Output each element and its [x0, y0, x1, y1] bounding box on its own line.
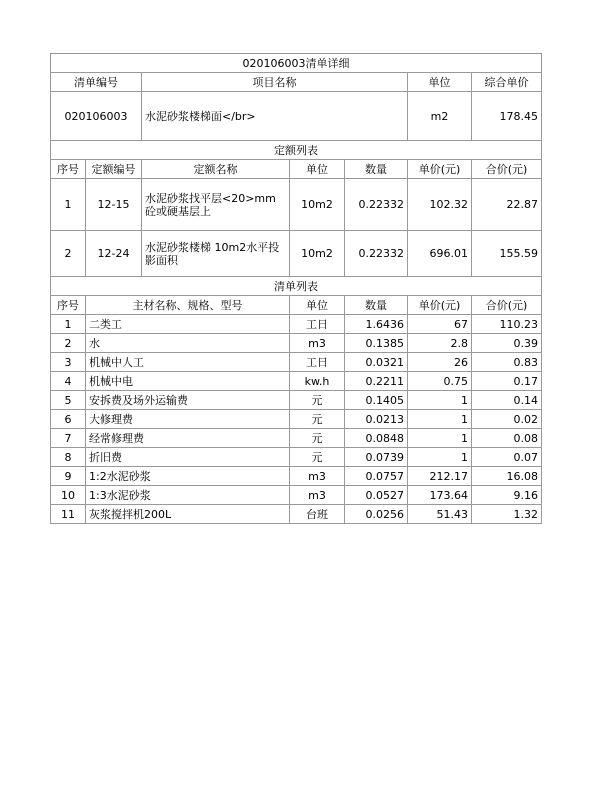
quota-qty: 0.22332 — [345, 231, 408, 277]
list-item-unit: m2 — [408, 92, 472, 141]
material-unit: 元 — [290, 410, 345, 429]
material-name: 机械中电 — [86, 372, 290, 391]
quota-seq: 1 — [51, 179, 86, 231]
quota-unit-price-header: 单价(元) — [408, 160, 472, 179]
page-title: 020106003清单详细 — [51, 54, 542, 73]
material-total: 0.14 — [472, 391, 542, 410]
material-row — [51, 429, 542, 448]
material-qty: 0.0213 — [345, 410, 408, 429]
material-qty: 0.0256 — [345, 505, 408, 524]
material-seq: 8 — [51, 448, 86, 467]
material-seq: 2 — [51, 334, 86, 353]
quota-code: 12-15 — [86, 179, 142, 231]
material-name: 水 — [86, 334, 290, 353]
material-unit: 工日 — [290, 315, 345, 334]
quota-unit-price: 696.01 — [408, 231, 472, 277]
quota-code: 12-24 — [86, 231, 142, 277]
material-row — [51, 315, 542, 334]
material-seq-header: 序号 — [51, 296, 86, 315]
material-total: 0.08 — [472, 429, 542, 448]
list-name-header: 项目名称 — [142, 73, 408, 92]
quota-total-header: 合价(元) — [472, 160, 542, 179]
quota-name: 水泥砂浆找平层<20>mm 砼或硬基层上 — [142, 179, 290, 231]
material-seq: 10 — [51, 486, 86, 505]
title-row — [51, 54, 542, 73]
material-seq: 6 — [51, 410, 86, 429]
list-item-row — [51, 92, 542, 141]
material-row — [51, 372, 542, 391]
material-unit-price: 0.75 — [408, 372, 472, 391]
material-section-title: 清单列表 — [51, 277, 542, 296]
material-row — [51, 410, 542, 429]
material-unit: 元 — [290, 429, 345, 448]
list-code-header: 清单编号 — [51, 73, 142, 92]
quota-qty-header: 数量 — [345, 160, 408, 179]
material-total: 0.83 — [472, 353, 542, 372]
quota-section-row — [51, 141, 542, 160]
material-seq: 5 — [51, 391, 86, 410]
list-unit-header: 单位 — [408, 73, 472, 92]
quota-total: 22.87 — [472, 179, 542, 231]
material-name: 1:3水泥砂浆 — [86, 486, 290, 505]
material-row — [51, 353, 542, 372]
material-name: 二类工 — [86, 315, 290, 334]
quota-unit: 10m2 — [290, 179, 345, 231]
material-seq: 9 — [51, 467, 86, 486]
material-row — [51, 467, 542, 486]
material-section-row — [51, 277, 542, 296]
material-name: 机械中人工 — [86, 353, 290, 372]
list-item-code: 020106003 — [51, 92, 142, 141]
material-total: 16.08 — [472, 467, 542, 486]
material-seq: 7 — [51, 429, 86, 448]
list-item-price: 178.45 — [472, 92, 542, 141]
material-row — [51, 486, 542, 505]
list-header-row — [51, 73, 542, 92]
material-unit-price-header: 单价(元) — [408, 296, 472, 315]
material-unit: 台班 — [290, 505, 345, 524]
material-unit-price: 1 — [408, 429, 472, 448]
material-unit-price: 26 — [408, 353, 472, 372]
quota-unit-price: 102.32 — [408, 179, 472, 231]
quota-seq: 2 — [51, 231, 86, 277]
quota-unit: 10m2 — [290, 231, 345, 277]
material-total: 9.16 — [472, 486, 542, 505]
quota-code-header: 定额编号 — [86, 160, 142, 179]
material-unit-price: 173.64 — [408, 486, 472, 505]
material-name: 折旧费 — [86, 448, 290, 467]
quota-name-header: 定额名称 — [142, 160, 290, 179]
quota-total: 155.59 — [472, 231, 542, 277]
material-total: 0.02 — [472, 410, 542, 429]
material-total: 110.23 — [472, 315, 542, 334]
quota-name: 水泥砂浆楼梯 10m2水平投影面积 — [142, 231, 290, 277]
material-unit: 工日 — [290, 353, 345, 372]
material-name-header: 主材名称、规格、型号 — [86, 296, 290, 315]
material-qty: 0.0848 — [345, 429, 408, 448]
material-unit-price: 1 — [408, 448, 472, 467]
material-total: 0.17 — [472, 372, 542, 391]
quota-row — [51, 179, 542, 231]
material-name: 1:2水泥砂浆 — [86, 467, 290, 486]
material-qty: 0.0757 — [345, 467, 408, 486]
material-qty: 0.0527 — [345, 486, 408, 505]
material-name: 经常修理费 — [86, 429, 290, 448]
material-name: 灰浆搅拌机200L — [86, 505, 290, 524]
material-total: 1.32 — [472, 505, 542, 524]
material-unit: 元 — [290, 391, 345, 410]
material-total-header: 合价(元) — [472, 296, 542, 315]
material-name: 安拆费及场外运输费 — [86, 391, 290, 410]
material-qty: 1.6436 — [345, 315, 408, 334]
material-unit-header: 单位 — [290, 296, 345, 315]
material-seq: 11 — [51, 505, 86, 524]
material-qty-header: 数量 — [345, 296, 408, 315]
material-unit: m3 — [290, 486, 345, 505]
material-seq: 3 — [51, 353, 86, 372]
material-unit-price: 2.8 — [408, 334, 472, 353]
material-qty: 0.2211 — [345, 372, 408, 391]
material-seq: 4 — [51, 372, 86, 391]
material-row — [51, 448, 542, 467]
material-seq: 1 — [51, 315, 86, 334]
material-unit: kw.h — [290, 372, 345, 391]
quota-unit-header: 单位 — [290, 160, 345, 179]
material-unit: m3 — [290, 467, 345, 486]
material-unit-price: 1 — [408, 410, 472, 429]
quota-header-row — [51, 160, 542, 179]
bill-detail-table — [50, 53, 542, 524]
material-qty: 0.0321 — [345, 353, 408, 372]
material-unit-price: 67 — [408, 315, 472, 334]
material-qty: 0.1405 — [345, 391, 408, 410]
material-total: 0.07 — [472, 448, 542, 467]
material-unit: 元 — [290, 448, 345, 467]
material-unit-price: 212.17 — [408, 467, 472, 486]
list-price-header: 综合单价 — [472, 73, 542, 92]
material-name: 大修理费 — [86, 410, 290, 429]
material-unit-price: 51.43 — [408, 505, 472, 524]
material-unit: m3 — [290, 334, 345, 353]
quota-qty: 0.22332 — [345, 179, 408, 231]
material-total: 0.39 — [472, 334, 542, 353]
quota-section-title: 定额列表 — [51, 141, 542, 160]
material-row — [51, 334, 542, 353]
material-row — [51, 505, 542, 524]
material-unit-price: 1 — [408, 391, 472, 410]
material-qty: 0.1385 — [345, 334, 408, 353]
quota-row — [51, 231, 542, 277]
material-header-row — [51, 296, 542, 315]
quota-seq-header: 序号 — [51, 160, 86, 179]
material-row — [51, 391, 542, 410]
material-qty: 0.0739 — [345, 448, 408, 467]
list-item-name: 水泥砂浆楼梯面</br> — [142, 92, 408, 141]
